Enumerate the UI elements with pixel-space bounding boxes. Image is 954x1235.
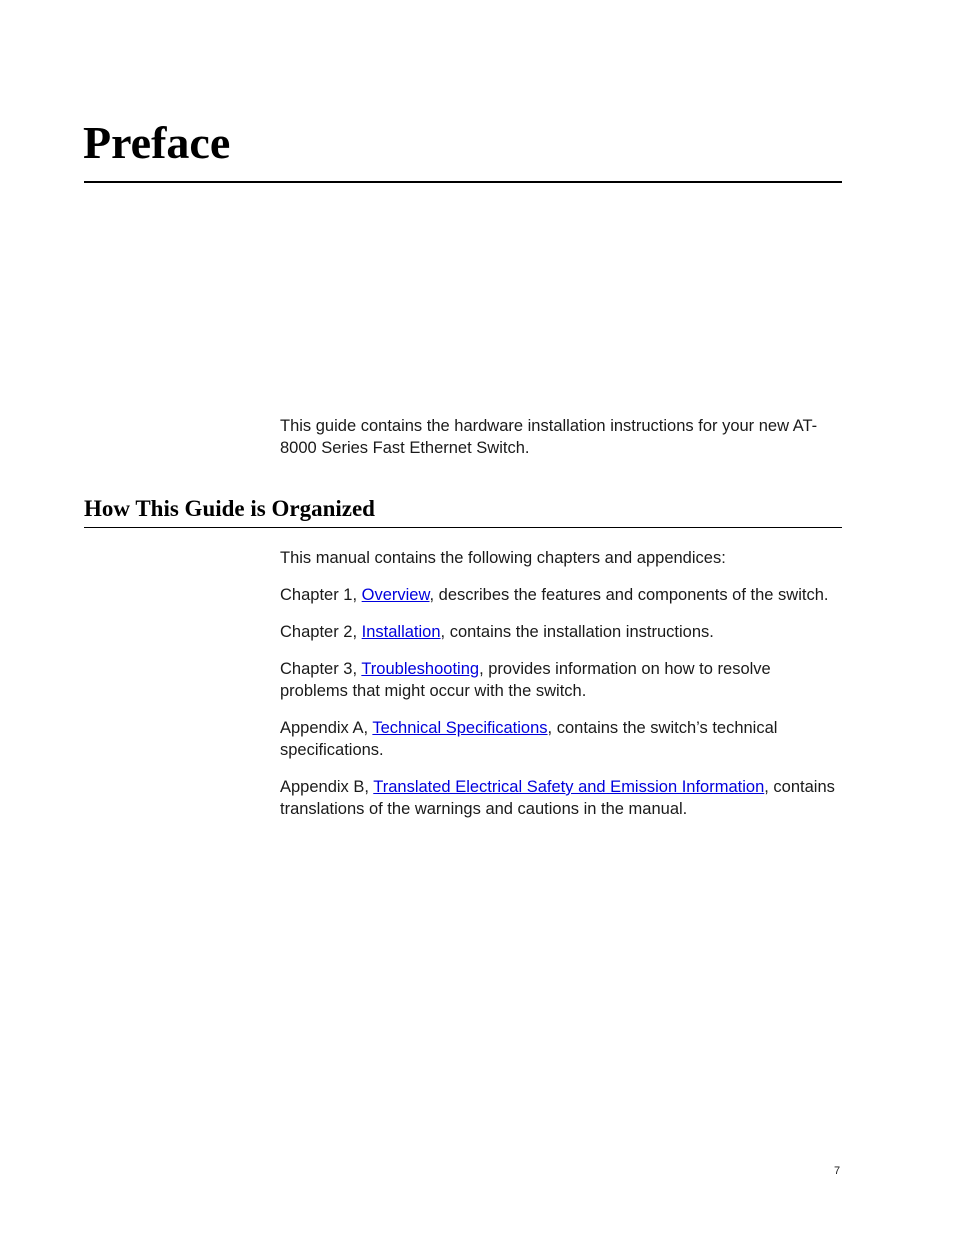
entry-chapter-2	[280, 621, 840, 643]
intro-paragraph: This guide contains the hardware installation instructions for your new AT-8000 Series Fast Ethernet Switch.	[280, 417, 818, 457]
link-installation[interactable]: Installation	[361, 623, 441, 641]
entry-appendix-a	[280, 717, 840, 761]
link-technical-specifications[interactable]: Technical Specifications	[372, 719, 548, 737]
entry-prefix: Chapter 3,	[280, 660, 362, 678]
section-body	[280, 547, 840, 835]
entry-chapter-1	[280, 584, 840, 606]
entry-suffix: , provides information on how to resolve problems that might occur with the switch.	[280, 660, 771, 700]
section-title: How This Guide is Organized	[84, 496, 375, 521]
page-number: 7	[834, 1165, 841, 1177]
section-rule	[84, 527, 842, 528]
entry-appendix-b	[280, 776, 840, 820]
chapter-title: Preface	[83, 117, 231, 168]
link-troubleshooting[interactable]: Troubleshooting	[361, 660, 480, 678]
entry-prefix: Appendix A,	[280, 719, 373, 737]
link-overview[interactable]: Overview	[361, 586, 430, 604]
entry-suffix: , contains translations of the warnings and cautions in the manual.	[280, 778, 835, 818]
section-lead: This manual contains the following chapters and appendices:	[280, 549, 726, 567]
entry-chapter-3	[280, 658, 840, 702]
entry-prefix: Chapter 1,	[280, 586, 362, 604]
entry-prefix: Chapter 2,	[280, 623, 362, 641]
entry-suffix: , describes the features and components of the switch.	[429, 586, 829, 604]
entry-suffix: , contains the installation instructions.	[440, 623, 714, 641]
entry-prefix: Appendix B,	[280, 778, 374, 796]
entry-suffix: , contains the switch’s technical specifications.	[280, 719, 778, 759]
link-translated-safety-information[interactable]: Translated Electrical Safety and Emission Information	[373, 778, 765, 796]
title-rule	[84, 181, 842, 183]
